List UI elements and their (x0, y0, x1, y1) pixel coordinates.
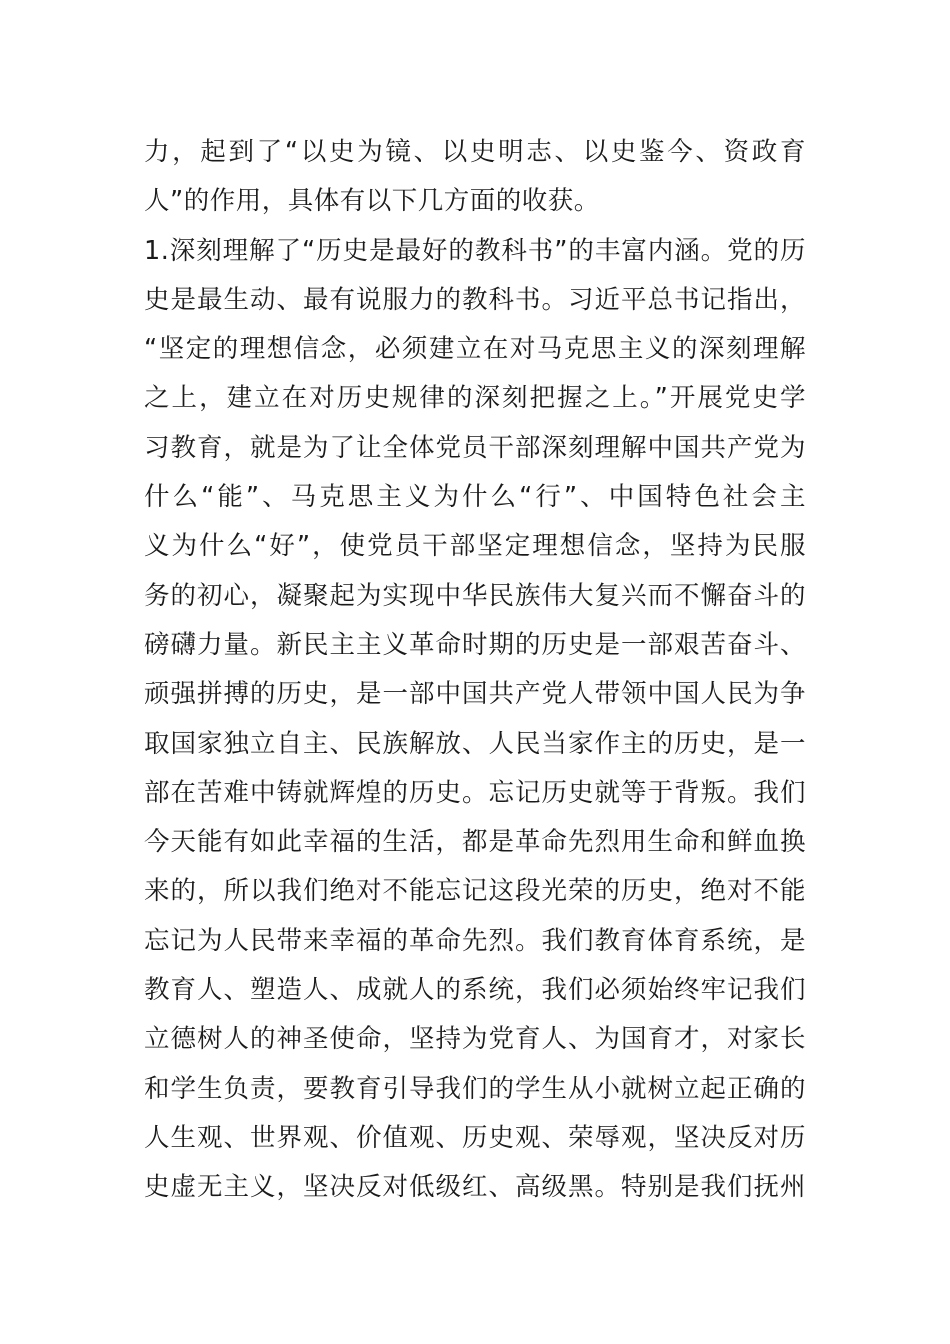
text-line-17: 忘记为人民带来幸福的革命先烈。我们教育体育系统，是 (144, 925, 806, 956)
text-line-9: 义为什么“好”，使党员干部坚定理想信念，坚持为民服 (144, 531, 806, 562)
text-line-3: 1.深刻理解了“历史是最好的教科书”的丰富内涵。党的历 (144, 235, 806, 266)
text-line-14: 部在苦难中铸就辉煌的历史。忘记历史就等于背叛。我们 (144, 777, 806, 808)
text-line-19: 立德树人的神圣使命，坚持为党育人、为国育才，对家长 (144, 1024, 806, 1055)
text-line-4: 史是最生动、最有说服力的教科书。习近平总书记指出， (144, 284, 806, 315)
text-line-21: 人生观、世界观、价值观、历史观、荣辱观，坚决反对历 (144, 1122, 806, 1153)
text-line-11: 磅礴力量。新民主主义革命时期的历史是一部艰苦奋斗、 (144, 629, 806, 660)
text-line-10: 务的初心，凝聚起为实现中华民族伟大复兴而不懈奋斗的 (144, 580, 806, 611)
document-body (144, 128, 806, 1213)
text-line-15: 今天能有如此幸福的生活，都是革命先烈用生命和鲜血换 (144, 827, 806, 858)
text-line-2: 人”的作用，具体有以下几方面的收获。 (144, 186, 600, 217)
text-line-1: 力，起到了“以史为镜、以史明志、以史鉴今、资政育 (144, 137, 806, 167)
text-line-6: 之上，建立在对历史规律的深刻把握之上。”开展党史学 (144, 383, 806, 414)
text-line-5: “坚定的理想信念，必须建立在对马克思主义的深刻理解 (144, 334, 806, 365)
text-line-8: 什么“能”、马克思主义为什么“行”、中国特色社会主 (144, 482, 806, 513)
text-line-20: 和学生负责，要教育引导我们的学生从小就树立起正确的 (144, 1073, 806, 1104)
text-line-13: 取国家独立自主、民族解放、人民当家作主的历史，是一 (144, 728, 806, 759)
text-line-22: 史虚无主义，坚决反对低级红、高级黑。特别是我们抚州 (144, 1172, 806, 1203)
text-line-18: 教育人、塑造人、成就人的系统，我们必须始终牢记我们 (144, 975, 806, 1006)
text-line-7: 习教育，就是为了让全体党员干部深刻理解中国共产党为 (144, 432, 806, 463)
text-line-16: 来的，所以我们绝对不能忘记这段光荣的历史，绝对不能 (144, 876, 806, 907)
text-line-12: 顽强拼搏的历史，是一部中国共产党人带领中国人民为争 (144, 679, 806, 710)
